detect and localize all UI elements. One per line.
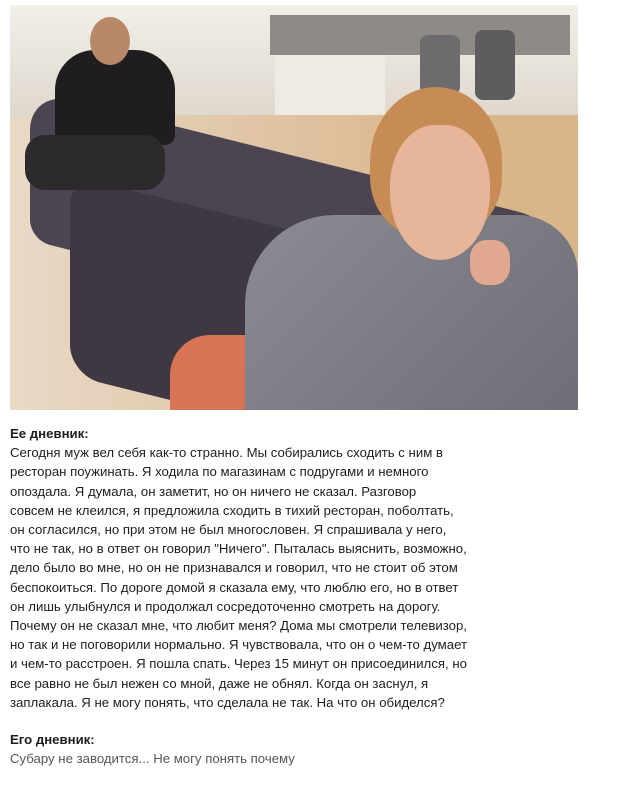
man-legs [25,135,165,190]
her-diary-line: ресторан поужинать. Я ходила по магазинам с подругами и немного [10,464,429,480]
man-torso [55,50,175,145]
bar-stool [475,30,515,100]
woman-face [390,125,490,260]
diary-text [10,424,610,768]
man-head [90,17,130,65]
her-diary-line: совсем не клеился, я предложила сходить в тихий ресторан, поболтать, [10,502,454,518]
his-diary-text: Субару не заводится... Не могу понять почему [10,751,295,767]
her-diary-line: все равно не был нежен со мной, даже не обнял. Когда он заснул, я [10,675,429,691]
couple-photo [10,5,578,410]
her-diary-line: что не так, но в ответ он говорил "Ничего". Пыталась выяснить, возможно, [10,541,467,557]
her-diary-line: и чем-то расстроен. Я пошла спать. Через 15 минут он присоединился, но [10,656,467,672]
her-diary-line: но так и не поговорили нормально. Я чувствовала, что он о чем-то думает [10,637,468,653]
bar-stool [420,35,460,95]
her-diary-line: Почему он не сказал мне, что любит меня? Дома мы смотрели телевизор, [10,618,467,634]
her-diary-line: беспокоиться. По дороге домой я сказала ему, что люблю его, но в ответ [10,579,459,595]
her-diary-line: Сегодня муж вел себя как-то странно. Мы собирались сходить с ним в [10,445,443,461]
her-diary-line: дело было во мне, но он не признавался и говорил, что не стоит об этом [10,560,458,576]
woman-hand [470,240,510,285]
his-diary-heading: Его дневник: [10,732,95,748]
her-diary-line: он лишь улыбнулся и продолжал сосредоточенно смотреть на дорогу. [10,598,441,614]
her-diary-line: заплакала. Я не могу понять, что сделала не так. На что он обиделся? [10,694,445,710]
her-diary-line: опоздала. Я думала, он заметит, но он ничего не сказал. Разговор [10,483,417,499]
her-diary-line: он согласился, но при этом не был многословен. Я спрашивала у него, [10,522,447,538]
her-diary-heading: Ее дневник: [10,426,89,441]
spacer [10,712,610,730]
